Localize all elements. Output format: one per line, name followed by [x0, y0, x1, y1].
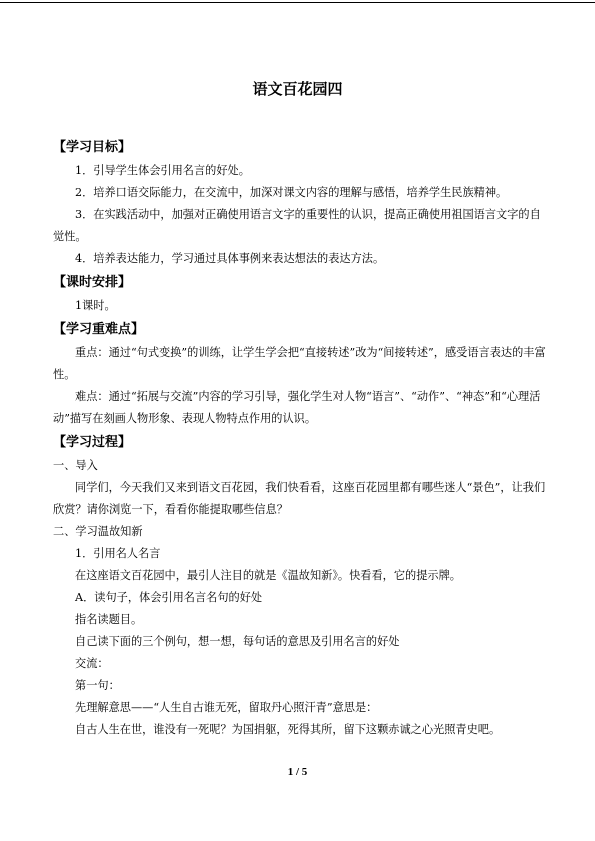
goal-item: 3．在实践活动中，加强对正确使用语言文字的重要性的认识，提高正确使用祖国语言文字的自觉性。 — [53, 208, 541, 243]
body-line: 先理解意思——“人生自古谁无死，留取丹心照汗青”意思是： — [75, 701, 378, 714]
process-heading: 【学习过程】 — [53, 435, 132, 450]
sub-heading: 1．引用名人名言 — [75, 547, 161, 560]
body-line: 在这座语文百花园中，最引人注目的就是《温故知新》。快看看，它的提示牌。 — [75, 569, 461, 582]
body-line: 第一句： — [75, 679, 120, 692]
page-title: 语文百花园四 — [252, 80, 343, 98]
document-body — [53, 135, 548, 741]
process-step-title: 二、学习温故知新 — [53, 525, 143, 538]
schedule-text: 1课时。 — [75, 299, 116, 312]
intro-text: 同学们，今天我们又来到语文百花园，我们快看看，这座百花园里都有哪些迷人“景色”，让我们欣赏？请你浏览一下，看看你能提取哪些信息？ — [53, 481, 546, 516]
key-point: 重点：通过“句式变换”的训练，让学生学会把“直接转述”改为“间接转述”，感受语言表达的丰富性。 — [53, 346, 546, 381]
body-line: 自己读下面的三个例句，想一想，每句话的意思及引用名言的好处 — [75, 635, 400, 648]
page-number: 1 / 5 — [287, 766, 308, 778]
goal-item: 1．引导学生体会引用名言的好处。 — [75, 164, 250, 177]
keypoints-heading: 【学习重难点】 — [53, 322, 145, 337]
schedule-heading: 【课时安排】 — [53, 275, 132, 290]
process-step-title: 一、导入 — [53, 459, 98, 472]
difficult-point: 难点：通过“拓展与交流”内容的学习引导，强化学生对人物“语言”、“动作”、“神态”和“心理活动”描写在刻画人物形象、表现人物特点作用的认识。 — [53, 390, 541, 425]
goal-item: 4．培养表达能力，学习通过具体事例来表达想法的表达方法。 — [75, 252, 385, 265]
header-rule — [0, 2, 595, 3]
body-line: 自古人生在世，谁没有一死呢？为国捐躯，死得其所，留下这颗赤诚之心光照青史吧。 — [75, 723, 501, 736]
goals-heading: 【学习目标】 — [53, 140, 132, 155]
body-line: A．读句子，体会引用名言名句的好处 — [75, 591, 263, 604]
goal-item: 2．培养口语交际能力，在交流中，加深对课文内容的理解与感悟，培养学生民族精神。 — [75, 186, 508, 199]
body-line: 交流： — [75, 657, 109, 670]
body-line: 指名读题目。 — [75, 613, 143, 626]
